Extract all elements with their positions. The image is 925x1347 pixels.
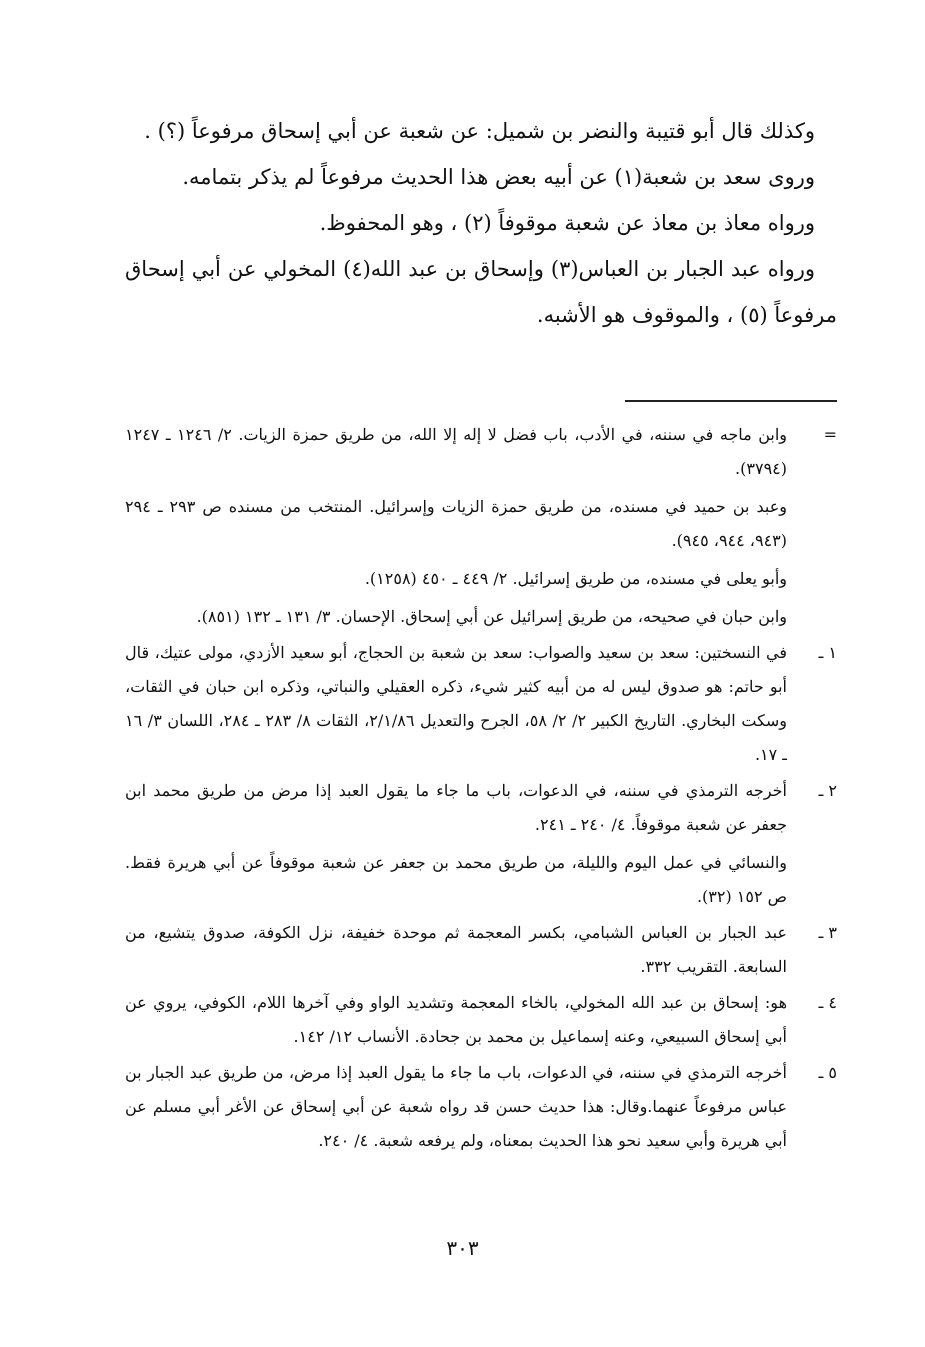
- main-paragraph: وكذلك قال أبو قتيبة والنضر بن شميل: عن شعبة عن أبي إسحاق مرفوعاً (؟) .: [144, 119, 815, 143]
- footnote-paragraph: هو: إسحاق بن عبد الله المخولي، بالخاء المعجمة وتشديد الواو وفي آخرها اللام، الكوفي، يروي عن أبي إسحاق السبيعي، وعنه إسماعيل بن محمد بن جحادة. الأنساب ١٢/ ١٤٢.: [125, 993, 787, 1046]
- main-paragraph: ورواه معاذ بن معاذ عن شعبة موقوفاً (٢) ، وهو المحفوظ.: [319, 211, 815, 235]
- footnote-paragraph: والنسائي في عمل اليوم والليلة، من طريق محمد بن جعفر عن شعبة موقوفاً عن أبي هريرة فقط. ص ١٥٢ (٣٢).: [125, 853, 787, 906]
- main-paragraph: وروى سعد بن شعبة(١) عن أبيه بعض هذا الحديث مرفوعاً لم يذكر بتمامه.: [182, 165, 815, 189]
- footnote-paragraph: في النسختين: سعد بن سعيد والصواب: سعد بن شعبة بن الحجاج، أبو سعيد الأزدي، مولى عتيك، قال أبو حاتم: هو صدوق ليس له من أبيه كثير شيء، ذكره العقيلي والنباتي، وذكره ابن حبان في الثقات، وسكت البخاري. التاريخ الكبير ٢/ ٢/ ٥٨، الجرح والتعديل ٢/١/٨٦، الثقات ٨/ ٢٨٣ ـ ٢٨٤، اللسان ٣/ ١٦ ـ ١٧.: [125, 643, 788, 764]
- footnote-marker: =: [823, 425, 837, 444]
- footnote-separator: [625, 400, 837, 402]
- main-paragraph: ورواه عبد الجبار بن العباس(٣) وإسحاق بن عبد الله(٤) المخولي عن أبي إسحاق مرفوعاً (٥) ، والموقوف هو الأشبه.: [125, 257, 837, 327]
- footnote-paragraph: أخرجه الترمذي في سننه، في الدعوات، باب ما جاء ما يقول العبد إذا مرض من طريق محمد ابن جعفر عن شعبة موقوفاً. ٤/ ٢٤٠ ـ ٢٤١.: [125, 781, 787, 834]
- footnote-3: [125, 916, 837, 984]
- footnote-body: [125, 774, 787, 914]
- footnote-marker: ٢ ـ: [818, 781, 837, 800]
- footnote-paragraph: وابن ماجه في سننه، في الأدب، باب فضل لا إله إلا الله، من طريق حمزة الزيات. ٢/ ١٢٤٦ ـ ١٢٤٧ (٣٧٩٤).: [125, 425, 788, 478]
- footnote-2: [125, 774, 837, 914]
- footnote-body: [125, 636, 787, 772]
- footnote-paragraph: وابن حبان في صحيحه، من طريق إسرائيل عن أبي إسحاق. الإحسان. ٣/ ١٣١ ـ ١٣٢ (٨٥١).: [196, 607, 787, 626]
- footnote-marker: ٤ ـ: [818, 993, 837, 1012]
- footnote-paragraph: عبد الجبار بن العباس الشبامي، بكسر المعجمة ثم موحدة خفيفة، نزل الكوفة، صدوق يتشيع، من السابعة. التقريب ٣٣٢.: [125, 923, 788, 976]
- footnote-5: [125, 1056, 837, 1158]
- page-number: ٣٠٣: [446, 1236, 479, 1260]
- footnote-body: [125, 418, 787, 634]
- footnote-marker: ٣ ـ: [818, 923, 837, 942]
- footnote-body: [125, 1056, 787, 1158]
- footnote-marker: ١ ـ: [818, 643, 837, 662]
- footnote-paragraph: وعبد بن حميد في مسنده، من طريق حمزة الزيات وإسرائيل. المنتخب من مسنده ص ٢٩٣ ـ ٢٩٤ (٩٤٣، ٩٤٤، ٩٤٥).: [125, 497, 787, 550]
- footnote-4: [125, 986, 837, 1054]
- footnote-paragraph: أخرجه الترمذي في سننه، في الدعوات، باب ما جاء ما يقول العبد إذا مرض، من طريق عبد الجبار بن عباس مرفوعاً عنهما.وقال: هذا حديث حسن قد رواه شعبة عن أبي إسحاق عن الأغر أبي مسلم عن أبي هريرة وأبي سعيد نحو هذا الحديث بمعناه، ولم يرفعه شعبة. ٤/ ٢٤٠.: [125, 1063, 787, 1150]
- footnote-body: [125, 916, 787, 984]
- footnote-body: [125, 986, 787, 1054]
- footnote-marker: ٥ ـ: [818, 1063, 837, 1082]
- main-text: [125, 108, 837, 338]
- footnote-paragraph: وأبو يعلى في مسنده، من طريق إسرائيل. ٢/ ٤٤٩ ـ ٤٥٠ (١٢٥٨).: [364, 569, 787, 588]
- footnote-1: [125, 636, 837, 772]
- footnotes: [125, 418, 837, 1160]
- footnote-continued: [125, 418, 837, 634]
